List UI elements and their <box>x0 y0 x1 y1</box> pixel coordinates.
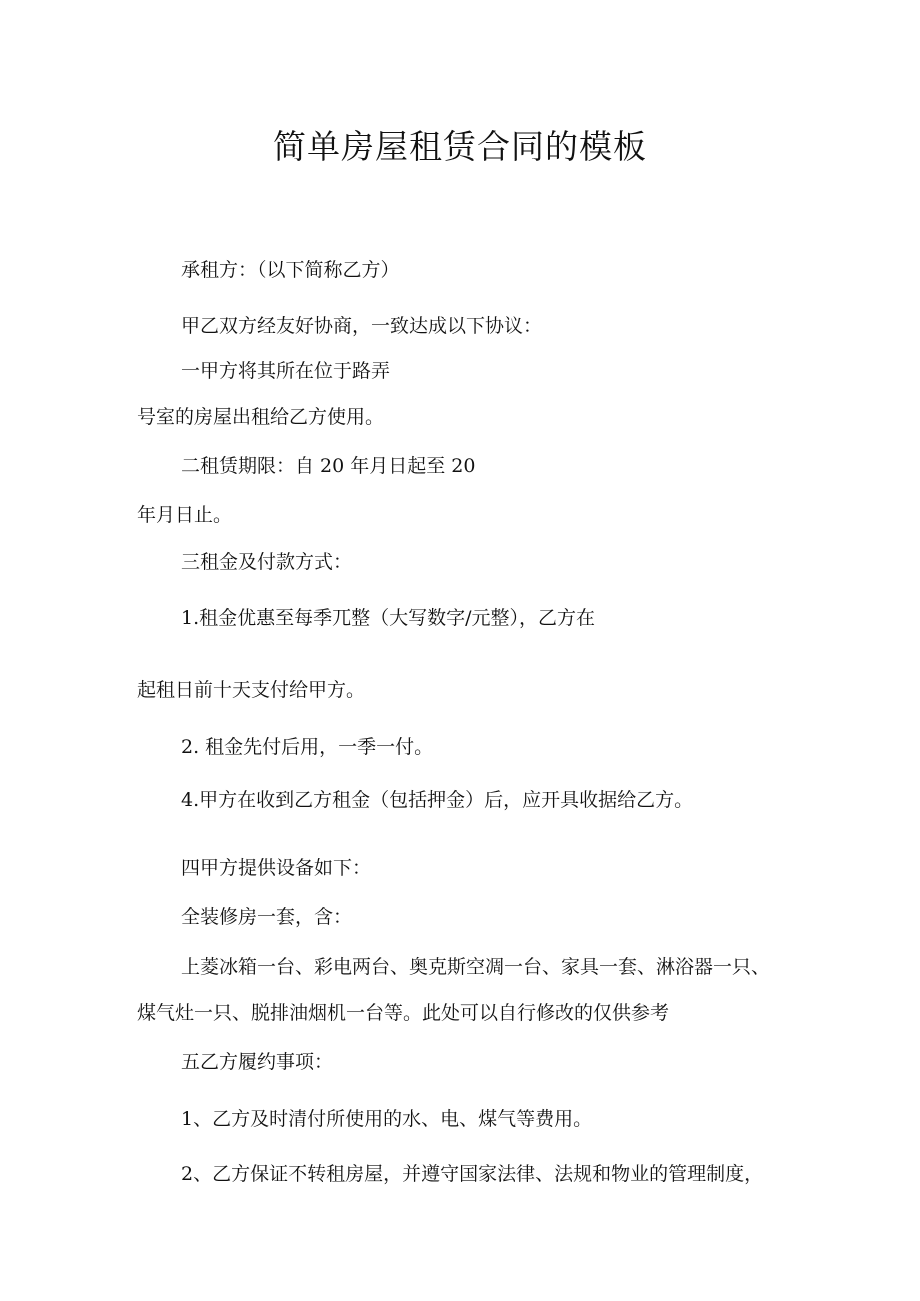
clause-three-item-1-continued: 起租日前十天支付给甲方。 <box>137 679 366 701</box>
clause-three-item-1: 1.租金优惠至每季兀整（大写数字/元整），乙方在 <box>181 607 596 629</box>
document-title: 简单房屋租赁合同的模板 <box>273 127 647 166</box>
clause-four-equipment-continued: 煤气灶一只、脱排油烟机一台等。此处可以自行修改的仅供参考 <box>137 1002 670 1024</box>
clause-two-continued: 年月日止。 <box>137 504 233 526</box>
clause-three-item-4: 4.甲方在收到乙方租金（包括押金）后，应开具收据给乙方。 <box>181 789 694 811</box>
clause-four-equipment: 上菱冰箱一台、彩电两台、奥克斯空凋一台、家具一套、淋浴器一只、 <box>181 956 771 978</box>
clause-one-continued: 号室的房屋出租给乙方使用。 <box>137 406 385 428</box>
clause-one-location: 一甲方将其所在位于路弄 <box>181 360 391 382</box>
clause-five-item-2: 2、乙方保证不转租房屋，并遵守国家法律、法规和物业的管理制度， <box>181 1163 764 1185</box>
clause-lessee: 承租方：（以下简称乙方） <box>181 259 400 281</box>
clause-two-term: 二租赁期限：自 20 年月日起至 20 <box>181 455 476 477</box>
clause-three-item-2: 2. 租金先付后用，一季一付。 <box>181 736 434 758</box>
clause-four-item: 全装修房一套，含： <box>181 906 353 928</box>
clause-three-heading: 三租金及付款方式： <box>181 551 353 573</box>
clause-four-heading: 四甲方提供设备如下： <box>181 857 372 879</box>
clause-five-item-1: 1、乙方及时清付所使用的水、电、煤气等费用。 <box>181 1108 593 1130</box>
clause-agreement-intro: 甲乙双方经友好协商，一致达成以下协议： <box>181 315 543 337</box>
clause-five-heading: 五乙方履约事项： <box>181 1051 334 1073</box>
